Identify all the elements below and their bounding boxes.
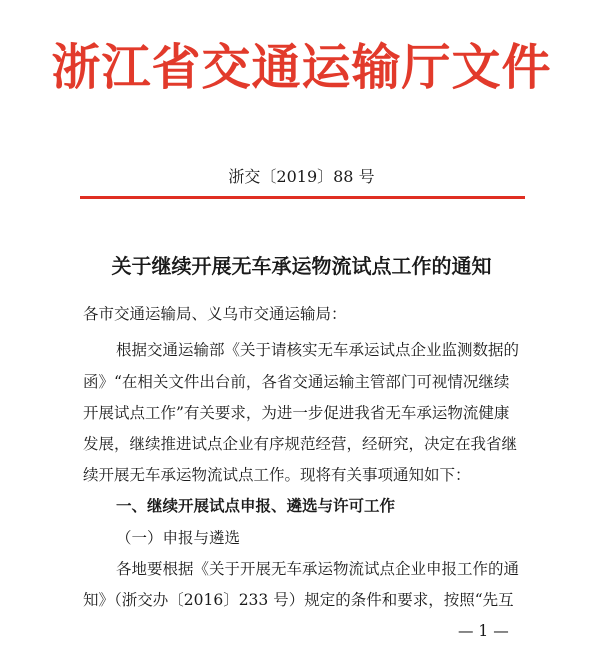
subsection-heading: （一）申报与遴选 (116, 529, 241, 547)
subsection-line-2: 知》（浙交办〔2016〕233 号）规定的条件和要求，按照“先互 (83, 591, 514, 609)
notice-title: 关于继续开展无车承运物流试点工作的通知 (111, 254, 492, 278)
body-paragraph-line-5: 续开展无车承运物流试点工作。现将有关事项通知如下： (83, 466, 471, 484)
addressee-line: 各市交通运输局、义乌市交通运输局： (83, 305, 347, 323)
section-heading: 一、继续开展试点申报、遴选与许可工作 (116, 497, 396, 515)
body-paragraph-line-2: 函》“在相关文件出台前，各省交通运输主管部门可视情况继续 (83, 373, 510, 391)
body-paragraph-line-1: 根据交通运输部《关于请核实无车承运试点企业监测数据的 (116, 341, 520, 359)
page-number: — 1 — (458, 622, 509, 640)
issuer-title: 浙江省交通运输厅文件 (51, 39, 552, 96)
subsection-line-1: 各地要根据《关于开展无车承运物流试点企业申报工作的通 (116, 560, 520, 578)
body-paragraph-line-3: 开展试点工作”有关要求，为进一步促进我省无车承运物流健康 (83, 404, 510, 422)
body-paragraph-line-4: 发展，继续推进试点企业有序规范经营，经研究，决定在我省继 (83, 435, 518, 453)
document-number: 浙交〔2019〕88 号 (228, 167, 375, 186)
red-divider-rule (80, 196, 525, 199)
